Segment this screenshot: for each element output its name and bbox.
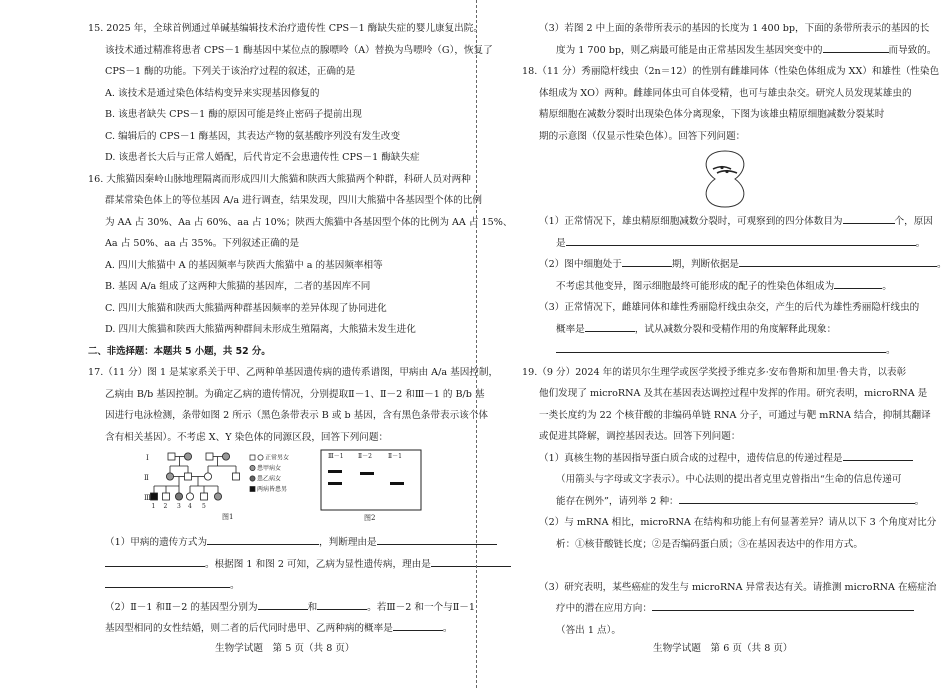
lane-label-3: Ⅱ－1 xyxy=(388,453,402,460)
electrophoresis-gel xyxy=(320,448,424,524)
q18-sub1-line-2 xyxy=(522,233,927,255)
q17-sub3-text: 度为 1 700 bp，则乙病最可能是由正常基因发生基因突变中的 xyxy=(556,44,823,56)
pedigree-male-normal xyxy=(206,453,213,460)
legend-disease-a: 患甲病女 xyxy=(257,465,282,472)
q18-sub2-end: 。 xyxy=(937,259,947,270)
q17-sub1-text-c: 。根据图 1 和图 2 可知，乙病为显性遗传病，理由是 xyxy=(205,558,431,570)
pedigree-female-normal xyxy=(186,493,193,500)
q17-figures xyxy=(88,448,493,532)
q17-stem-line-2: 乙病由 B/b 基因控制。为确定乙病的遗传情况，分别提取Ⅱ－1、Ⅱ－2 和Ⅲ－1 的 B/b 基 xyxy=(105,388,485,400)
gel-band xyxy=(390,482,404,485)
q16-option-a: A. 四川大熊猫中 A 的基因频率与陕西大熊猫中 a 的基因频率相等 xyxy=(105,259,383,271)
q16-stem-line-4: Aa 占 50%、aa 占 35%。下列叙述正确的是 xyxy=(105,238,300,249)
q18-sub2-line-2 xyxy=(522,276,927,298)
q18-stem-line-3: 精原细胞在减数分裂时出现染色体分离现象，下图为该雄虫精原细胞减数分裂某时 xyxy=(539,109,885,120)
q17-sub3-end: 而导致的。 xyxy=(888,44,937,56)
lane-label-2: Ⅱ－2 xyxy=(358,453,372,460)
gen-label-2: Ⅱ xyxy=(144,474,149,482)
pedigree-male-normal xyxy=(163,493,170,500)
q19-sub1-line-2: （用箭头与字母或文字表示）。中心法则的提出者克里克曾指出“生命的信息传递可 xyxy=(556,474,902,485)
q15-option-c: C. 编辑后的 CPS－1 酶基因，其表达产物的氨基酸序列没有发生改变 xyxy=(105,130,401,142)
answer-blank[interactable] xyxy=(431,555,511,567)
q19-answer-space xyxy=(522,555,927,577)
q18-sub3-text-b: 概率是 xyxy=(556,323,585,335)
gel-band xyxy=(328,482,342,485)
pedigree-male-both-affected xyxy=(151,493,158,500)
q19-sub1-line-1 xyxy=(522,448,927,470)
svg-text:1: 1 xyxy=(151,503,156,510)
fig1-caption: 图1 xyxy=(222,513,234,521)
q18-sub3-text-c: ，试从减数分裂和受精作用的角度解释此现象： xyxy=(634,323,837,335)
q16-option-c: C. 四川大熊猫和陕西大熊猫两种群基因频率的差异体现了协同进化 xyxy=(105,302,387,314)
q17-sub2-text: （2）Ⅱ－1 和Ⅱ－2 的基因型分别为 xyxy=(105,601,258,613)
q18-sub3-line-2 xyxy=(522,319,927,341)
q19-sub3-line-2 xyxy=(522,598,927,620)
legend-disease-b: 患乙病女 xyxy=(257,475,282,483)
q19-stem-line-3: 一类长度约为 22 个核苷酸的非编码单链 RNA 分子，可通过与靶 mRNA 结合，抑制其翻译 xyxy=(539,409,931,421)
q19-sub3-line-1: （3）研究表明，某些癌症的发生与 microRNA 异常表达有关。请推测 microRNA 在癌症治 xyxy=(539,581,937,593)
answer-blank[interactable] xyxy=(843,212,895,224)
q15-option-d: D. 该患者长大后与正常人婚配，后代肯定不会患遗传性 CPS－1 酶缺失症 xyxy=(105,152,420,163)
q17-sub2-end: 。 xyxy=(442,623,453,634)
svg-text:2: 2 xyxy=(163,503,168,510)
q19-stem-line-2: 他们发现了 microRNA 及其在基因表达调控过程中发挥的作用。研究表明，microRNA 是 xyxy=(539,388,928,399)
q19-sub3-text-b: 疗中的潜在应用方向： xyxy=(556,603,652,614)
answer-blank[interactable] xyxy=(207,533,319,545)
answer-blank[interactable] xyxy=(393,619,443,631)
q18-sub1-line-1 xyxy=(522,211,933,233)
q19-stem-line-1: 19.（9 分）2024 年的诺贝尔生理学或医学奖授予维克多·安布鲁斯和加里·鲁夫肯，以表彰 xyxy=(522,366,907,378)
answer-blank[interactable] xyxy=(566,234,916,246)
pedigree-female-affected xyxy=(184,453,191,460)
legend-normal: 正常男女 xyxy=(265,454,290,462)
q18-stem-line-4: 期的示意图（仅显示性染色体）。回答下列问题： xyxy=(539,130,746,142)
pedigree-male-normal xyxy=(168,453,175,460)
q18-sub1-end: 。 xyxy=(915,237,926,249)
page-footer-right: 生物学试题 第 6 页（共 8 页） xyxy=(653,643,793,654)
q19-sub1-end: 。 xyxy=(914,495,925,507)
q15-stem-line-2: 该技术通过精准将患者 CPS－1 酶基因中某位点的腺嘌呤（A）替换为鸟嘌呤（G），恢复了 xyxy=(105,44,493,56)
q16-option-b: B. 基因 A/a 组成了这两种大熊猫的基因库，二者的基因库不同 xyxy=(105,281,371,292)
q17-sub1-line-1 xyxy=(88,532,493,554)
page-footer-left: 生物学试题 第 5 页（共 8 页） xyxy=(215,643,355,654)
pedigree-female-affected-b xyxy=(175,493,182,500)
q18-stem-line-2: 体组成为 XO）两种。雌雄同体虫可自体受精，也可与雄虫杂交。研究人员发现某雄虫的 xyxy=(539,87,912,99)
q15-stem-line-1: 15. 2025 年，全球首例通过单碱基编辑技术治疗遗传性 CPS－1 酶缺失症的婴儿康复出院。 xyxy=(88,23,483,34)
q19-sub2-line-2: 析：①核苷酸链长度；②是否编码蛋白质；③在基因表达中的作用方式。 xyxy=(556,538,863,550)
svg-text:3: 3 xyxy=(177,503,181,510)
q17-sub3-line-2 xyxy=(522,40,937,62)
answer-blank[interactable] xyxy=(105,555,205,567)
gel-band xyxy=(360,472,374,475)
q18-sub3-line-1: （3）正常情况下，雌雄同体和雄性秀丽隐杆线虫杂交，产生的后代为雄性秀丽隐杆线虫的 xyxy=(539,302,920,313)
answer-blank[interactable] xyxy=(258,598,308,610)
q17-sub3-line-1: （3）若图 2 中上面的条带所表示的基因的长度为 1 400 bp，下面的条带所表示的基因的长 xyxy=(539,23,930,34)
lane-label-1: Ⅲ－1 xyxy=(328,453,344,460)
q17-sub1-end: 。 xyxy=(230,580,240,591)
svg-text:4: 4 xyxy=(188,503,192,510)
q15-option-a: A. 该技术是通过染色体结构变异来实现基因修复的 xyxy=(105,87,320,99)
q17-stem-line-3: 因进行电泳检测，条带如图 2 所示（黑色条带表示 B 或 b 基因，含有黑色条带表示该个体 xyxy=(105,410,488,421)
q18-sub2-text-b: 期，判断依据是 xyxy=(671,259,740,270)
right-column xyxy=(522,18,947,641)
pedigree-female-affected xyxy=(166,473,173,480)
gen-label-1: Ⅰ xyxy=(146,454,149,462)
q17-sub1-text-b: ，判断理由是 xyxy=(319,537,377,548)
gel-band xyxy=(328,470,342,473)
q18-sub1-text: （1）正常情况下，雄虫精原细胞减数分裂时，可观察到的四分体数目为 xyxy=(539,216,843,227)
q19-stem-line-4: 或促进其降解，调控基因表达。回答下列问题： xyxy=(539,431,741,442)
q16-stem-line-3: 为 AA 占 30%、Aa 占 60%、aa 占 10%；陕西大熊猫中各基因型个体的比例为 AA 占 15%、 xyxy=(105,216,513,228)
answer-blank[interactable] xyxy=(652,599,914,611)
q19-sub3-line-3: （答出 1 点）。 xyxy=(556,624,621,636)
q18-stem-line-1: 18.（11 分）秀丽隐杆线虫（2n＝12）的性别有雌雄同体（性染色体组成为 XX）和雄性（性染色 xyxy=(522,66,940,77)
answer-blank[interactable] xyxy=(377,533,497,545)
q15-stem-line-3: CPS－1 酶的功能。下列关于该治疗过程的叙述，正确的是 xyxy=(105,66,356,77)
q17-sub2-text-b: 。若Ⅲ－2 和一个与Ⅱ－1 xyxy=(367,601,475,613)
pedigree-female-affected xyxy=(222,453,229,460)
answer-blank[interactable] xyxy=(834,277,882,289)
q17-sub2-text-c: 基因型相同的女性结婚，则二者的后代同时患甲、乙两种病的概率是 xyxy=(105,623,393,634)
q19-sub2-line-1: （2）与 mRNA 相比，microRNA 在结构和功能上有何显著差异？请从以下 3 个角度对比分 xyxy=(539,517,937,528)
q18-sub2-text-c: 不考虑其他变异，图示细胞最终可能形成的配子的性染色体组成为 xyxy=(556,280,835,292)
q15-option-b: B. 该患者缺失 CPS－1 酶的原因可能是终止密码子提前出现 xyxy=(105,109,362,120)
q19-sub1-line-3 xyxy=(522,491,927,513)
q18-sub3-end: 。 xyxy=(886,345,896,356)
answer-blank[interactable] xyxy=(622,255,672,267)
pedigree-chart xyxy=(144,448,314,522)
q17-sub1-line-3 xyxy=(88,575,493,597)
answer-blank[interactable] xyxy=(679,492,915,504)
q18-sub3-line-3 xyxy=(522,340,927,362)
q17-sub2-and: 和 xyxy=(307,601,318,613)
svg-text:5: 5 xyxy=(202,503,206,510)
answer-blank[interactable] xyxy=(585,320,635,332)
column-divider xyxy=(476,0,477,688)
q17-sub2-line-1 xyxy=(88,597,493,619)
q17-stem-line-1: 17.（11 分）图 1 是某家系关于甲、乙两种单基因遗传病的遗传系谱图，甲病由 A/a 基因控制， xyxy=(88,367,499,378)
pedigree-male-normal xyxy=(201,493,208,500)
section-title: 二、非选择题：本题共 5 小题，共 52 分。 xyxy=(88,345,271,357)
q17-sub1-line-2 xyxy=(88,554,493,576)
q16-stem-line-2: 群某常染色体上的等位基因 A/a 进行调查，结果发现，四川大熊猫中各基因型个体的比例 xyxy=(105,195,482,206)
q16-option-d: D. 四川大熊猫和陕西大熊猫两种群间未形成生殖隔离，大熊猫未发生进化 xyxy=(105,324,416,335)
q18-sub1-text-c: 是 xyxy=(556,237,566,249)
q17-sub2-line-2 xyxy=(88,618,493,640)
pedigree-female-normal xyxy=(204,473,211,480)
gen-label-3: Ⅲ xyxy=(144,494,151,502)
q16-stem-line-1: 16. 大熊猫因秦岭山脉地理隔离而形成四川大熊猫和陕西大熊猫两个种群，科研人员对两种 xyxy=(88,173,471,185)
pedigree-female-affected xyxy=(214,493,221,500)
left-column xyxy=(88,18,513,640)
q19-sub1-text: （1）真核生物的基因指导蛋白质合成的过程中，遗传信息的传递过程是 xyxy=(539,452,843,464)
dividing-cell-diagram xyxy=(695,147,755,211)
pedigree-male-normal xyxy=(233,473,240,480)
answer-blank[interactable] xyxy=(739,255,937,267)
q18-sub2-end: 。 xyxy=(882,280,892,292)
q19-sub1-text-c: 能存在例外”，请列举 2 种： xyxy=(556,495,679,507)
q17-stem-line-4: 含有相关基因）。不考虑 X、Y 染色体的同源区段，回答下列问题： xyxy=(105,431,389,443)
answer-blank[interactable] xyxy=(105,576,230,588)
fig2-caption: 图2 xyxy=(364,514,376,522)
pedigree-male-normal xyxy=(185,473,192,480)
q18-sub2-line-1 xyxy=(522,254,947,276)
q18-sub2-text: （2）图中细胞处于 xyxy=(539,259,622,270)
legend-both: 两病皆患男 xyxy=(257,486,288,493)
answer-blank[interactable] xyxy=(317,598,367,610)
answer-blank[interactable] xyxy=(823,41,889,53)
q18-sub1-text-b: 个，原因 xyxy=(894,216,933,227)
answer-blank[interactable] xyxy=(843,449,913,461)
answer-blank[interactable] xyxy=(556,341,886,353)
q17-sub1-text: （1）甲病的遗传方式为 xyxy=(105,537,208,548)
